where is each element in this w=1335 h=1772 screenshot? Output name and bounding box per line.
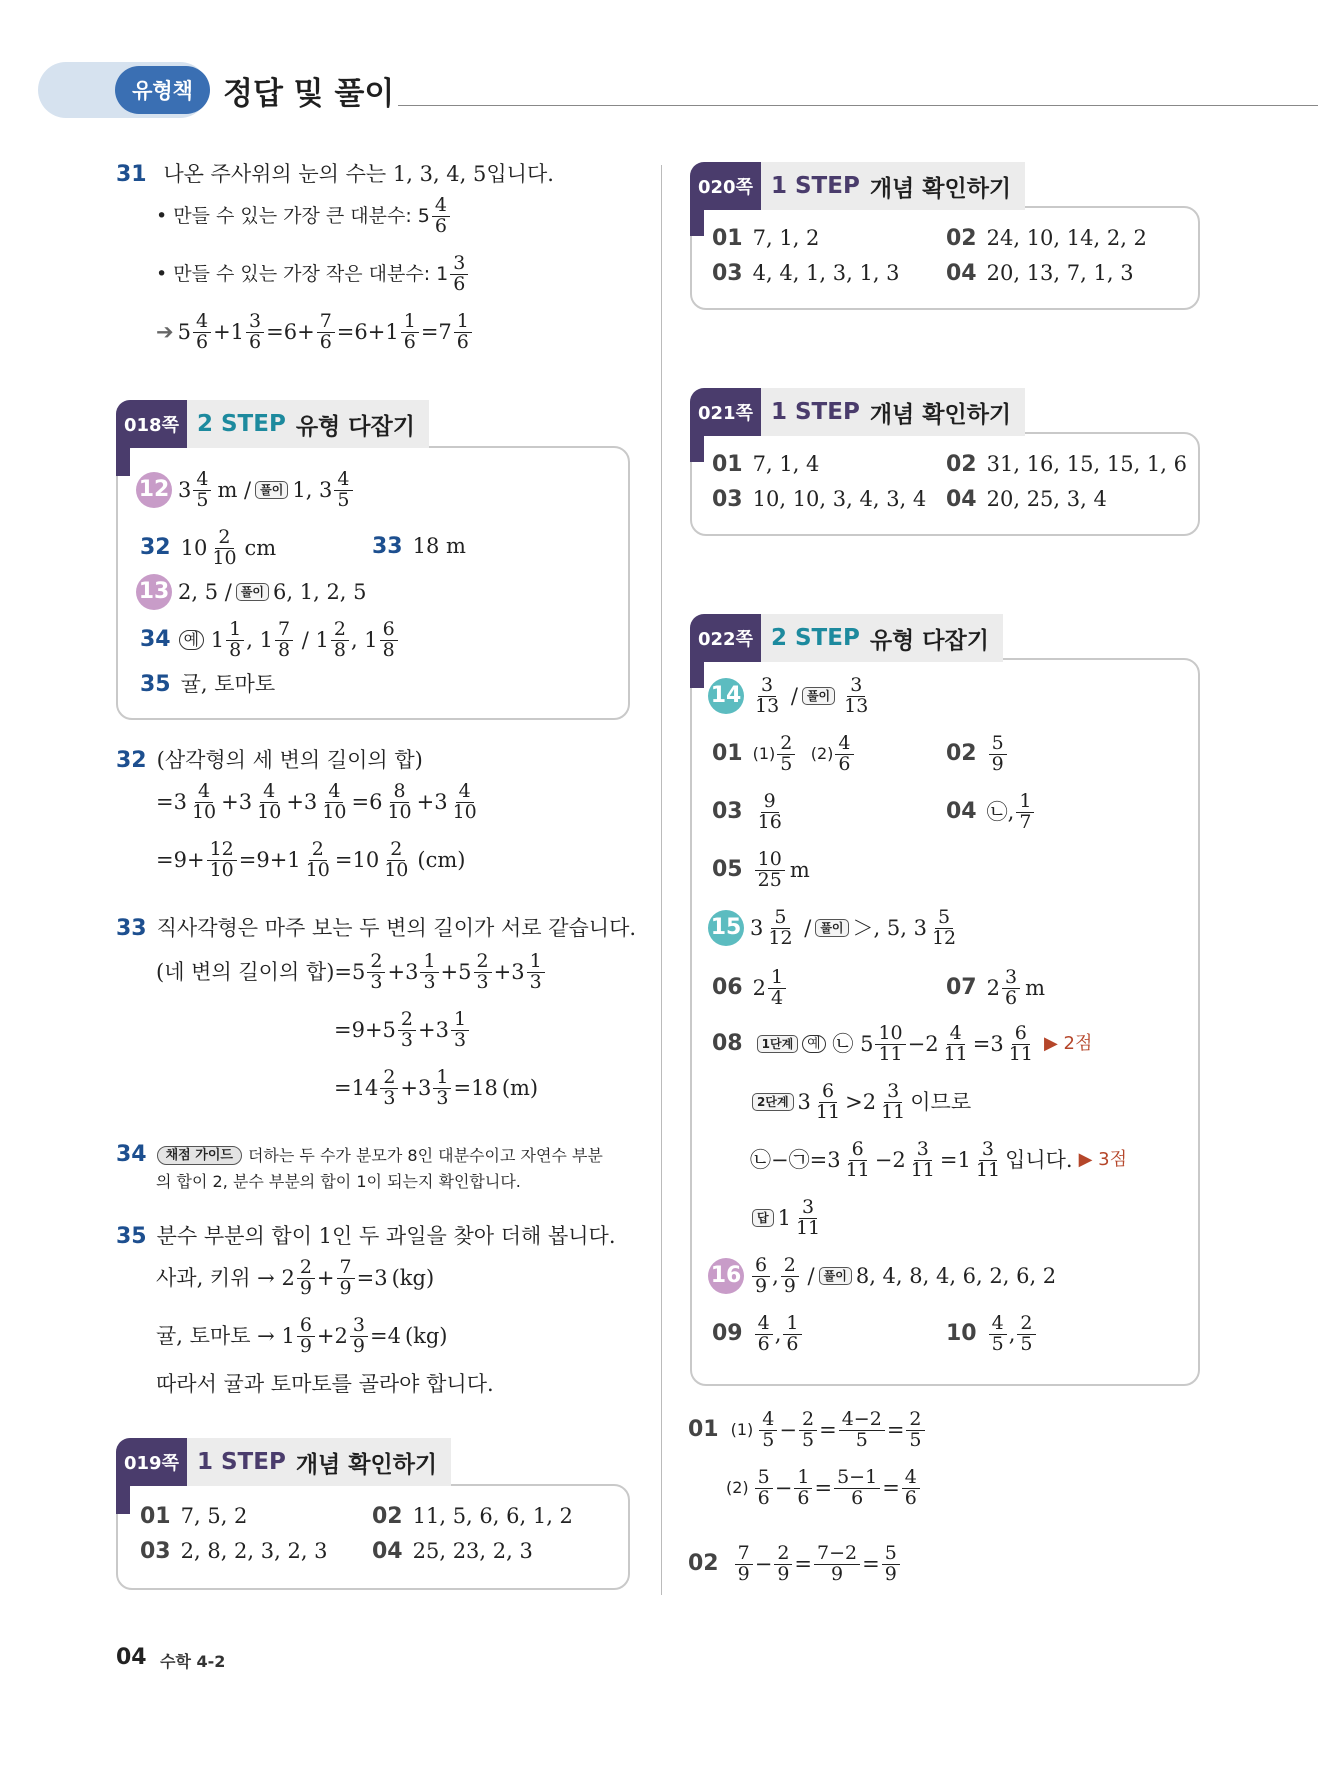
- answer-box-020: [690, 206, 1200, 310]
- s019-item-02: 02 11, 5, 6, 6, 1, 2: [372, 1504, 573, 1529]
- answer-box-021: [690, 432, 1200, 536]
- problem-33-line4: =14 $\frac{2}{3}$ +3 $\frac{1}{3}$ =18 (m): [334, 1066, 539, 1109]
- problem-text: 나온 주사위의 눈의 수는 1, 3, 4, 5입니다.: [163, 162, 554, 186]
- tab-corner: [116, 1484, 130, 1514]
- section-tab-018: [116, 400, 429, 448]
- problem-33-line2: (네 변의 길이의 합)= 5 $\frac{2}{3}$ +3 $\frac{1}{3}$ +5 $\frac{2}{3}$ +3 $\frac{1}{3}$: [156, 952, 547, 993]
- section-title: 유형 다잡기: [869, 627, 989, 654]
- circle-number: 12: [136, 472, 172, 508]
- q03-answer: 03 $\frac{9}{16}$: [712, 790, 782, 833]
- s021-item-02: 02 31, 16, 15, 15, 1, 6: [946, 452, 1187, 477]
- s020-item-03: 03 4, 4, 1, 3, 1, 3: [712, 261, 900, 286]
- q02-answer: 02 $\frac{5}{9}$: [946, 734, 1009, 775]
- s020-item-04: 04 20, 13, 7, 1, 3: [946, 261, 1134, 286]
- problem-35: 35 분수 부분의 합이 1인 두 과일을 찾아 더해 봅니다.: [116, 1224, 616, 1249]
- q08-step1: 08 1단계 예 ㉡ 5 $\frac{10}{11}$ −2 $\frac{4}{11}$ =3 $\frac{6}{11}$ ▶ 2점: [712, 1022, 1093, 1065]
- problem-32-line2: =3 $\frac{4}{10}$ +3 $\frac{4}{10}$ +3 $\frac{4}{10}$ =6 $\frac{8}{10}$ +3 $\frac{4}{10}$: [156, 780, 477, 823]
- s021-item-03: 03 10, 10, 3, 4, 3, 4: [712, 487, 927, 512]
- q06-answer: 06 2 $\frac{1}{4}$: [712, 968, 788, 1009]
- explanation-02: 02 $\frac{7}{9}$ − $\frac{2}{9}$ = $\frac{7-2}{9}$ = $\frac{5}{9}$: [688, 1544, 902, 1585]
- problem-34: 34 채점 가이드 더하는 두 수가 분모가 8인 대분수이고 자연수 부분: [116, 1142, 603, 1167]
- problem-31: [116, 164, 554, 186]
- points-label: ▶ 2점: [1043, 1033, 1093, 1055]
- problem-33-line3: =9+5 $\frac{2}{3}$ +3 $\frac{1}{3}$: [334, 1010, 471, 1051]
- points-label: ▶ 3점: [1078, 1149, 1128, 1171]
- section-title: 개념 확인하기: [869, 401, 1012, 428]
- explanation-01-2: (2) $\frac{5}{6}$ − $\frac{1}{6}$ = $\frac{5-1}{6}$ = $\frac{4}{6}$: [726, 1468, 922, 1509]
- circle-number: 13: [136, 574, 172, 610]
- problem-34-line2: 의 합이 2, 분수 부분의 합이 1이 되는지 확인합니다.: [156, 1172, 521, 1191]
- solution-badge: 풀이: [815, 919, 848, 937]
- solution-badge: 풀이: [236, 583, 269, 601]
- q05-answer: 05 $\frac{10}{25}$ m: [712, 848, 810, 891]
- s019-item-01: 01 7, 5, 2: [140, 1504, 248, 1529]
- circle-number: 15: [708, 910, 744, 946]
- page-ref: 018쪽: [116, 400, 187, 448]
- q07-answer: 07 2 $\frac{3}{6}$ m: [946, 966, 1046, 1009]
- problem-number: 31: [116, 162, 147, 187]
- section-tab-021: [690, 388, 1025, 436]
- page-ref: 020쪽: [690, 162, 761, 210]
- s020-item-01: 01 7, 1, 2: [712, 226, 820, 251]
- problem-32-line3: =9+ $\frac{12}{10}$ =9+1 $\frac{2}{10}$ =10 $\frac{2}{10}$ (cm): [156, 838, 466, 881]
- page-ref: 019쪽: [116, 1438, 187, 1486]
- solution-badge: 풀이: [255, 481, 288, 499]
- book-title: 수학 4-2: [160, 1652, 226, 1671]
- section-tab-022: [690, 614, 1003, 662]
- step-label: 2 STEP: [770, 625, 860, 651]
- section-tab-020: [690, 162, 1025, 210]
- step-label: 1 STEP: [770, 399, 860, 425]
- solution-badge: 풀이: [802, 687, 835, 705]
- q08-step2-line2: ㉡−㉠=3 $\frac{6}{11}$ −2 $\frac{3}{11}$ =1 $\frac{3}{11}$ 입니다. ▶ 3점: [750, 1138, 1128, 1181]
- s019-item-03: 03 2, 8, 2, 3, 2, 3: [140, 1539, 328, 1564]
- tab-corner: [690, 432, 704, 462]
- q08-final: 답 1 $\frac{3}{11}$: [748, 1198, 825, 1239]
- answer-box-019: [116, 1484, 630, 1590]
- s020-item-02: 02 24, 10, 14, 2, 2: [946, 226, 1147, 251]
- q01-answer: 01 (1) $\frac{2}{5}$ (2) $\frac{4}{6}$: [712, 734, 856, 775]
- section-badge: 유형책: [115, 66, 210, 114]
- problem-31-big-fraction: • 만들 수 있는 가장 큰 대분수: 5 $\frac{4}{6}$: [156, 196, 452, 237]
- step-label: 2 STEP: [196, 411, 286, 437]
- q04-answer: 04 ㉡, $\frac{1}{7}$: [946, 792, 1036, 833]
- tab-corner: [690, 206, 704, 236]
- section-tab-019: [116, 1438, 451, 1486]
- q10-answer: 10 $\frac{4}{5}$ , $\frac{2}{5}$: [946, 1314, 1038, 1355]
- column-divider: [661, 165, 662, 1595]
- problem-35-line2: 사과, 키위 → 2 $\frac{2}{9}$ + $\frac{7}{9}$ =3 (kg): [156, 1256, 435, 1299]
- q09-answer: 09 $\frac{4}{6}$ , $\frac{1}{6}$: [712, 1314, 804, 1355]
- q15-answer: 15 3 $\frac{5}{12}$ / 풀이 ＞, 5, 3 $\frac{5}{12}$: [708, 908, 961, 949]
- q14-answer: 14 $\frac{3}{13}$ / 풀이 $\frac{3}{13}$: [708, 676, 873, 717]
- page-title: 정답 및 풀이: [223, 76, 395, 112]
- q34-answer: 34 예 1 $\frac{1}{8}$ , 1 $\frac{7}{8}$ / 1 $\frac{2}{8}$ , 1 $\frac{6}{8}$: [140, 620, 400, 661]
- grading-guide-badge: 채점 가이드: [157, 1146, 242, 1165]
- q08-step2: 2단계 3 $\frac{6}{11}$ >2 $\frac{3}{11}$ 이므로: [748, 1082, 971, 1123]
- q16-answer: 16 $\frac{6}{9}$ , $\frac{2}{9}$ / 풀이 8, 4, 8, 4, 6, 2, 6, 2: [708, 1256, 1056, 1297]
- problem-31-calculation: ➔ 5 $\frac{4}{6}$ +1 $\frac{3}{6}$ =6+ $\frac{7}{6}$ =6+1 $\frac{1}{6}$ =7 $\frac{1}{6}$: [156, 312, 474, 353]
- tab-corner: [116, 446, 130, 476]
- s021-item-04: 04 20, 25, 3, 4: [946, 487, 1107, 512]
- q33-answer: 33 18 m: [372, 534, 466, 559]
- answer-badge: 답: [752, 1209, 774, 1227]
- circle-number: 14: [708, 678, 744, 714]
- s019-item-04: 04 25, 23, 2, 3: [372, 1539, 533, 1564]
- step-label: 1 STEP: [770, 173, 860, 199]
- tab-corner: [690, 658, 704, 688]
- stage-badge: 2단계: [752, 1093, 794, 1111]
- problem-35-line4: 따라서 귤과 토마토를 골라야 합니다.: [156, 1372, 494, 1396]
- problem-33: 33 직사각형은 마주 보는 두 변의 길이가 서로 같습니다.: [116, 916, 637, 941]
- q13-answer: 13 2, 5 / 풀이 6, 1, 2, 5: [136, 574, 367, 610]
- step-label: 1 STEP: [196, 1449, 286, 1475]
- s021-item-01: 01 7, 1, 4: [712, 452, 820, 477]
- problem-35-line3: 귤, 토마토 → 1 $\frac{6}{9}$ +2 $\frac{3}{9}$ =4 (kg): [156, 1314, 448, 1357]
- page-ref: 022쪽: [690, 614, 761, 662]
- header-rule: [398, 105, 1318, 106]
- problem-32: 32 (삼각형의 세 변의 길이의 합): [116, 748, 423, 773]
- problem-31-small-fraction: • 만들 수 있는 가장 작은 대분수: 1 $\frac{3}{6}$: [156, 254, 470, 295]
- explanation-01-1: 01 (1) $\frac{4}{5}$ − $\frac{2}{5}$ = $\frac{4-2}{5}$ = $\frac{2}{5}$: [688, 1410, 927, 1451]
- page-number: 04: [116, 1645, 147, 1670]
- circle-number: 16: [708, 1258, 744, 1294]
- q32-answer: 32 10 $\frac{2}{10}$ cm: [140, 526, 277, 569]
- section-title: 개념 확인하기: [869, 175, 1012, 202]
- solution-badge: 풀이: [819, 1267, 852, 1285]
- stage-badge: 1단계: [757, 1035, 799, 1053]
- section-title: 개념 확인하기: [295, 1451, 438, 1478]
- section-title: 유형 다잡기: [295, 413, 415, 440]
- page-ref: 021쪽: [690, 388, 761, 436]
- q12-answer: 12 3 $\frac{4}{5}$ m / 풀이 1, 3 $\frac{4}{5}$: [136, 470, 355, 511]
- q35-answer: 35 귤, 토마토: [140, 672, 276, 697]
